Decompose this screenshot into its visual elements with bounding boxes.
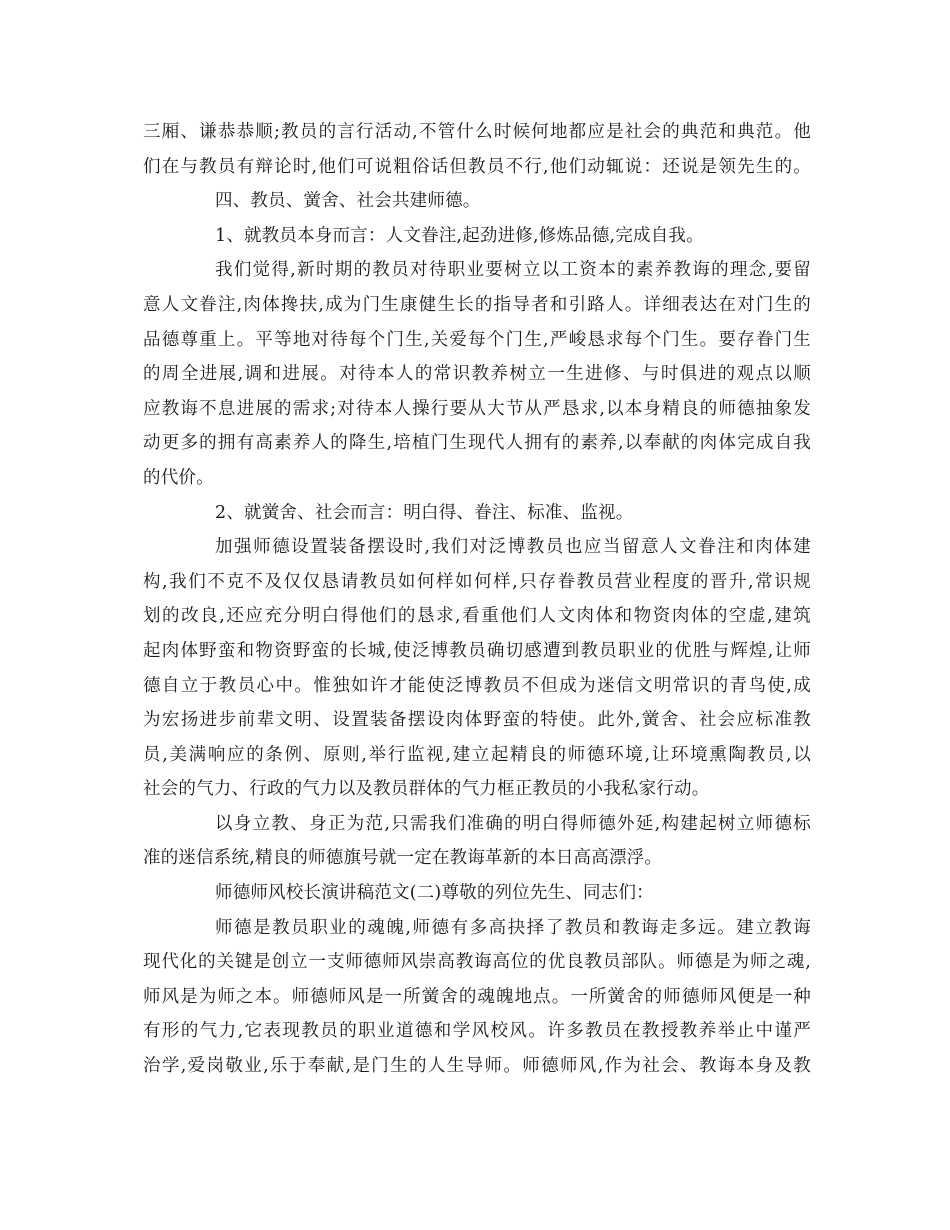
- text-line: 我们觉得,新时期的教员对待职业要树立以工资本的素养教诲的理念,要留: [215, 260, 811, 281]
- text-line: 四、教员、黉舍、社会共建师德。: [215, 191, 481, 212]
- document-body: [143, 115, 811, 1084]
- text-line: 师风是为师之本。师德师风是一所黉舍的魂魄地点。一所黉舍的师德师风便是一种: [143, 986, 811, 1007]
- text-line: 应教诲不息进展的需求;对待本人操行要从大节从严恳求,以本身精良的师德抽象发: [143, 398, 811, 419]
- text-line: 的代价。: [143, 467, 214, 488]
- text-line: 员,美满响应的条例、原则,举行监视,建立起精良的师德环境,让环境熏陶教员,以: [143, 744, 811, 765]
- text-line: 加强师德设置装备摆设时,我们对泛博教员也应当留意人文眷注和肉体建: [215, 537, 811, 558]
- text-line: 德自立于教员心中。惟独如许才能使泛博教员不但成为迷信文明常识的青鸟使,成: [143, 675, 811, 696]
- text-line: 们在与教员有辩论时,他们可说粗俗话但教员不行,他们动辄说：还说是领先生的。: [143, 156, 811, 177]
- text-line: 以身立教、身正为范,只需我们准确的明白得师德外延,构建起树立师德标: [215, 813, 811, 834]
- text-line: 起肉体野蛮和物资野蛮的长城,使泛博教员确切感遭到教员职业的优胜与辉煌,让师: [143, 640, 811, 661]
- text-line: 准的迷信系统,精良的师德旗号就一定在教诲革新的本日高高漂浮。: [143, 848, 663, 869]
- text-line: 1、就教员本身而言：人文眷注,起劲进修,修炼品德,完成自我。: [215, 225, 704, 246]
- text-line: 三厢、谦恭恭顺;教员的言行活动,不管什么时候何地都应是社会的典范和典范。他: [143, 122, 811, 142]
- text-line: 构,我们不克不及仅仅恳请教员如何样如何样,只存眷教员营业程度的晋升,常识规: [143, 571, 811, 592]
- text-line: 意人文眷注,肉体搀扶,成为门生康健生长的指导者和引路人。详细表达在对门生的: [143, 294, 811, 315]
- text-line: 有形的气力,它表现教员的职业道德和学风校风。许多教员在教授教养举止中谨严: [143, 1021, 811, 1042]
- text-line: 2、就黉舍、社会而言：明白得、眷注、标准、监视。: [215, 502, 634, 523]
- text-line: 划的改良,还应充分明白得他们的恳求,看重他们人文肉体和物资肉体的空虚,建筑: [143, 606, 811, 627]
- text-line: 现代化的关键是创立一支师德师风崇高教诲高位的优良教员部队。师德是为师之魂,: [143, 952, 811, 973]
- text-line: 动更多的拥有高素养人的降生,培植门生现代人拥有的素养,以奉献的肉体完成自我: [143, 433, 811, 454]
- text-line: 品德尊重上。平等地对待每个门生,关爱每个门生,严峻恳求每个门生。要存眷门生: [143, 329, 811, 350]
- text-line: 治学,爱岗敬业,乐于奉献,是门生的人生导师。师德师风,作为社会、教诲本身及教: [143, 1056, 811, 1077]
- text-line: 社会的气力、行政的气力以及教员群体的气力框正教员的小我私家行动。: [143, 779, 710, 800]
- text-line: 师德是教员职业的魂魄,师德有多高抉择了教员和教诲走多远。建立教诲: [215, 917, 811, 938]
- text-line: 的周全进展,调和进展。对待本人的常识教养树立一生进修、与时俱进的观点以顺: [143, 364, 811, 385]
- text-line: 为宏扬进步前辈文明、设置装备摆设肉体野蛮的特使。此外,黉舍、社会应标准教: [143, 710, 811, 731]
- text-line: 师德师风校长演讲稿范文(二)尊敬的列位先生、同志们：: [215, 883, 654, 904]
